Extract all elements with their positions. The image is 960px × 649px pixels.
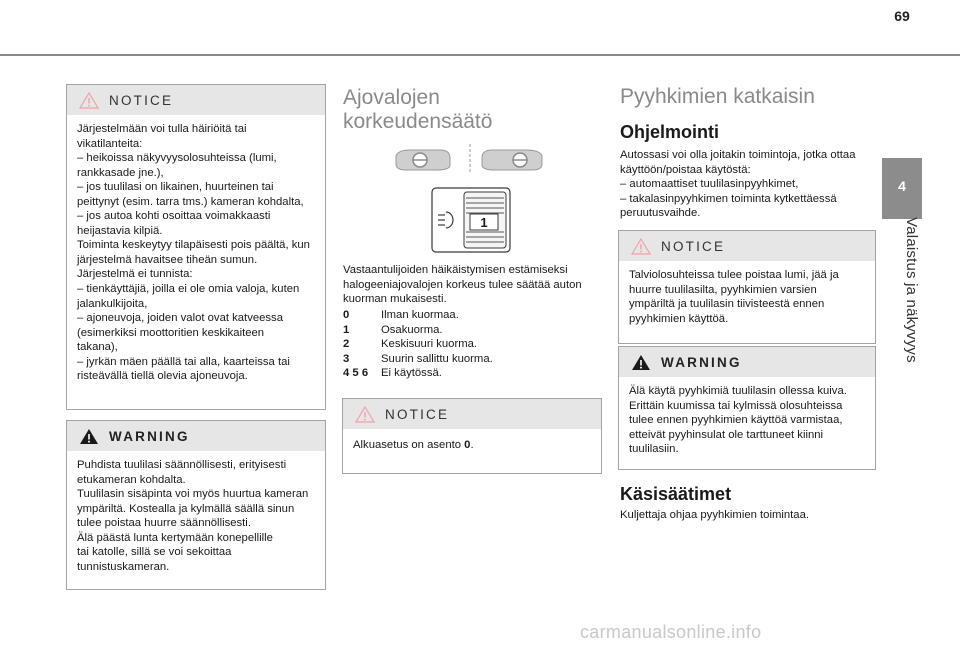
text-line: Erittäin kuumissa tai kylmissä olosuhteissa (629, 399, 843, 412)
text-line: kuorman mukaisesti. (343, 293, 447, 306)
subheading-manual-controls: Käsisäätimet (620, 484, 732, 504)
position-row (343, 337, 603, 352)
notice-box-headlamp (342, 398, 602, 474)
text-line: – tienkäyttäjiä, joilla ei ole omia valoja, kuten (77, 283, 300, 296)
text-line: ympäriltä ja tuulilasin tiivisteestä ennen (629, 298, 825, 311)
notice-text: Alkuasetus on asento (353, 439, 465, 451)
headlamp-dial (432, 188, 510, 252)
warning-icon (79, 428, 99, 445)
position-row (343, 323, 603, 338)
warning-body (67, 451, 325, 582)
text-line: – jyrkän mäen päällä tai alla, kaarteissa tai (77, 355, 290, 368)
text-line: etteivät pyyhinsulat ole tarttuneet kiinni (629, 428, 824, 441)
text-line: – jos autoa kohti osoittaa voimakkaasti (77, 210, 271, 223)
chapter-number: 4 (898, 178, 906, 194)
text-line: – heikoissa näkyvyysolosuhteissa (lumi, (77, 152, 277, 165)
manual-controls-text: Kuljettaja ohjaa pyyhkimien toimintaa. (620, 509, 810, 521)
text-line: – jos tuulilasi on likainen, huurteinen tai (77, 181, 274, 194)
text-line: rankkasade jne.), (77, 166, 164, 179)
text-line: jalankulkijoita, (77, 297, 148, 310)
notice-body (67, 115, 325, 392)
text-line: peruutusvaihde. (620, 207, 701, 220)
text-line: Järjestelmään voi tulla häiriöitä tai (77, 123, 247, 135)
text-line: Järjestelmä ei tunnista: (77, 268, 193, 281)
position-row (343, 308, 603, 323)
text-line: huurre tuulilasilta, pyyhkimien varsien (629, 283, 817, 296)
headlamp-adjuster-illustration (390, 140, 550, 258)
notice-body (619, 261, 875, 334)
text-line: takana), (77, 341, 118, 354)
programming-text (620, 148, 880, 221)
position-description: Suurin sallittu kuorma. (381, 352, 493, 365)
text-line: tuulilasiin. (629, 443, 679, 456)
section-title-headlamp (343, 86, 492, 134)
text-line: Talviolosuhteissa tulee poistaa lumi, jää ja (629, 269, 839, 281)
text-line: tai katolle, sillä se voi sekoittaa (77, 546, 232, 559)
position-row (343, 366, 603, 381)
text-line: Puhdista tuulilasi säännöllisesti, erityisesti (77, 459, 287, 471)
text-line: vikatilanteita: (77, 137, 143, 150)
car-loaded-icon (482, 150, 542, 170)
position-description: Osakuorma. (381, 323, 443, 336)
text-line: käyttöön/poistaa käytöstä: (620, 163, 751, 176)
text-line: (esimerkiksi moottoritien keskikaiteen (77, 326, 265, 339)
position-number: 4 5 6 (343, 367, 369, 380)
headlamp-intro (343, 263, 603, 307)
position-description: Keskisuuri kuorma. (381, 338, 478, 351)
warning-header (619, 347, 875, 377)
notice-label: NOTICE (109, 93, 174, 108)
text-line: tulee poistaa huurre säännöllisesti. (77, 517, 251, 530)
text-line: pyyhkimien käyttöä. (629, 312, 729, 325)
notice-position-value: 0 (464, 439, 471, 451)
text-line: etukameran kohdalta. (77, 473, 186, 486)
text-line: tulee ennen pyyhkimien käyttöä varmistaa, (629, 414, 843, 427)
text-line: Älä päästä lunta kertymään konepellille (77, 531, 273, 544)
text-line: Älä käytä pyyhkimiä tuulilasin ollessa kuiva. (629, 385, 847, 397)
text-line: järjestelmä havaitsee tiheän sumun. (77, 253, 258, 266)
header-rule (0, 54, 960, 56)
text-line: – ajoneuvoja, joiden valot ovat katveessa (77, 312, 283, 325)
text-line: peittynyt (esim. tarra tms.) kameran kohdalta, (77, 195, 304, 208)
warning-label: WARNING (109, 429, 190, 444)
notice-label: NOTICE (385, 407, 450, 422)
position-number: 3 (343, 352, 350, 365)
text-line: risteävällä tiellä olevia ajoneuvoja. (77, 370, 248, 383)
notice-body (343, 429, 601, 461)
text-line: – takalasinpyyhkimen toiminta kytkettäessä (620, 192, 837, 205)
warning-header (67, 421, 325, 451)
page-number: 69 (894, 8, 910, 24)
warning-box-wipers (618, 346, 876, 470)
text-line: Toiminta keskeytyy tilapäisesti pois päältä, kun (77, 239, 310, 252)
notice-header (343, 399, 601, 429)
chapter-title: Valaistus ja näkyvyys (903, 217, 920, 363)
title-line-1: Ajovalojen (343, 86, 440, 109)
subheading-programming: Ohjelmointi (620, 122, 719, 142)
notice-text-end: . (470, 439, 474, 451)
title-line-2: korkeudensäätö (343, 110, 493, 133)
position-number: 2 (343, 338, 350, 351)
car-unloaded-icon (396, 150, 450, 170)
text-line: – automaattiset tuulilasinpyyhkimet, (620, 178, 799, 191)
watermark: carmanualsonline.info (580, 622, 762, 642)
notice-box-camera (66, 84, 326, 410)
warning-body (619, 377, 875, 465)
notice-warning-icon (355, 406, 375, 423)
position-description: Ei käytössä. (381, 367, 442, 380)
text-line: Vastaantulijoiden häikäistymisen estämiseksi (343, 264, 568, 276)
text-line: heijastavia kilpiä. (77, 224, 163, 237)
notice-box-wipers (618, 230, 876, 344)
text-line: halogeeniajovalojen korkeus tulee säätää auton (343, 278, 582, 291)
notice-header (67, 85, 325, 115)
position-row (343, 352, 603, 367)
text-line: Tuulilasin sisäpinta voi myös huurtua kameran (77, 488, 309, 501)
warning-icon (631, 354, 651, 371)
text-line: Autossasi voi olla joitakin toimintoja, jotka ottaa (620, 149, 856, 161)
position-number: 0 (343, 309, 350, 321)
headlamp-positions (343, 308, 603, 381)
notice-warning-icon (631, 238, 651, 255)
notice-label: NOTICE (661, 239, 726, 254)
warning-box-camera (66, 420, 326, 590)
notice-header (619, 231, 875, 261)
position-number: 1 (343, 323, 350, 336)
warning-label: WARNING (661, 355, 742, 370)
text-line: ympäriltä. Kostealla ja kylmällä säällä sinun (77, 502, 295, 515)
text-line: tunnistuskameran. (77, 560, 170, 573)
notice-warning-icon (79, 92, 99, 109)
dial-digit: 1 (480, 215, 488, 230)
section-title-wipers: Pyyhkimien katkaisin (620, 85, 815, 108)
position-description: Ilman kuormaa. (381, 309, 459, 321)
